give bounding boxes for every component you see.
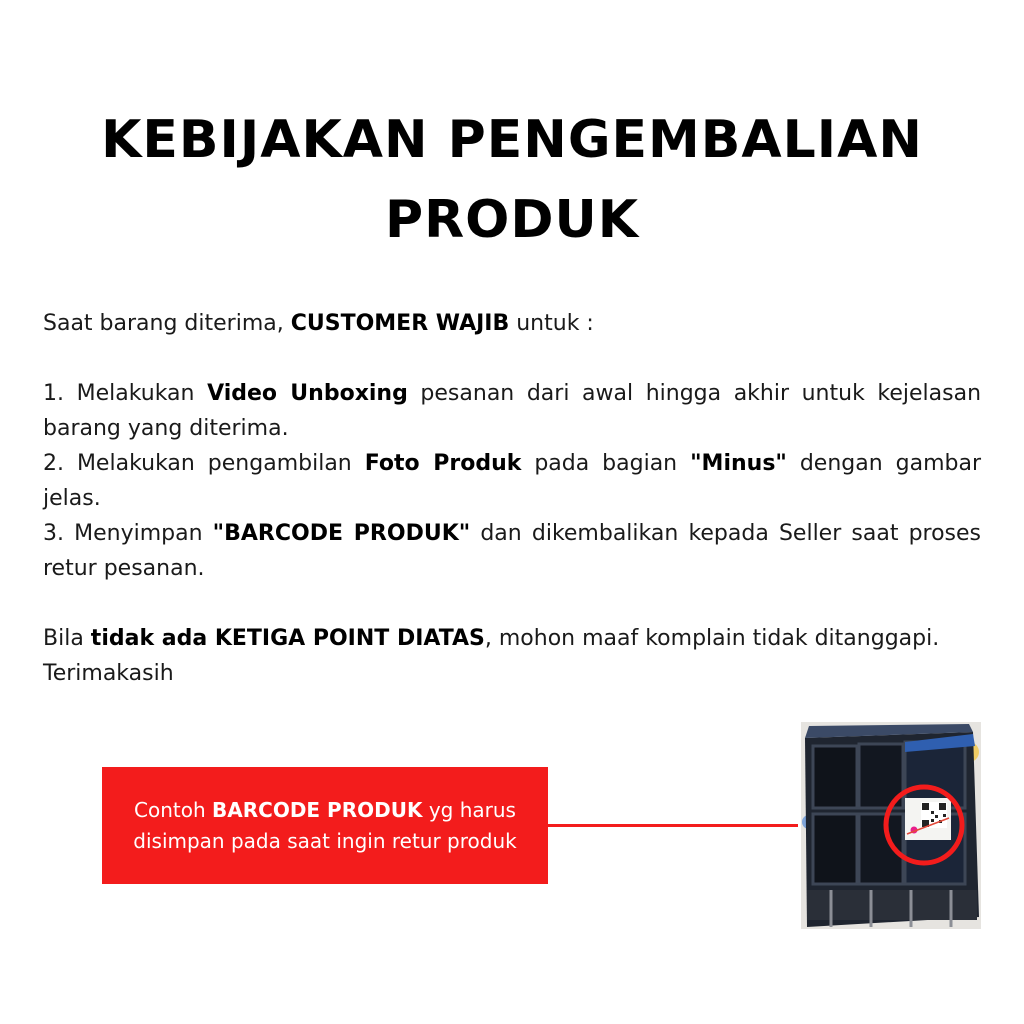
- barcode-callout-box: [102, 767, 548, 884]
- minus-emphasis: "Minus": [690, 451, 787, 476]
- barcode-produk-emphasis: "BARCODE PRODUK": [212, 521, 471, 546]
- policy-body: [43, 306, 981, 691]
- barcode-sticker: [905, 798, 951, 840]
- list-item-2: 2. Melakukan pengambilan Foto Produk pada bagian "Minus" dengan gambar jelas.: [43, 451, 981, 511]
- callout-connector-line: [548, 824, 798, 827]
- intro-paragraph: Saat barang diterima, CUSTOMER WAJIB untuk :: [43, 311, 594, 336]
- list-item-1: 1. Melakukan Video Unboxing pesanan dari awal hingga akhir untuk kejelasan barang yang diterima.: [43, 381, 982, 441]
- ketiga-point-emphasis: tidak ada KETIGA POINT DIATAS: [90, 626, 485, 651]
- callout-line-1: Contoh BARCODE PRODUK yg harus: [134, 797, 516, 822]
- callout-line-2: disimpan pada saat ingin retur produk: [133, 828, 517, 853]
- title-line-2: PRODUK: [384, 190, 640, 250]
- title-line-1: KEBIJAKAN PENGEMBALIAN: [101, 110, 923, 170]
- barcode-example-photo: [801, 722, 981, 929]
- thanks-text: Terimakasih: [43, 661, 174, 686]
- product-box-illustration: [801, 722, 981, 929]
- customer-wajib-emphasis: CUSTOMER WAJIB: [290, 311, 510, 336]
- closing-paragraph: Bila tidak ada KETIGA POINT DIATAS, mohon maaf komplain tidak ditanggapi.: [43, 626, 940, 651]
- list-item-3: 3. Menyimpan "BARCODE PRODUK" dan dikembalikan kepada Seller saat proses retur pesanan.: [43, 521, 982, 581]
- video-unboxing-emphasis: Video Unboxing: [207, 381, 408, 406]
- foto-produk-emphasis: Foto Produk: [364, 451, 522, 476]
- page-title: [0, 100, 1024, 260]
